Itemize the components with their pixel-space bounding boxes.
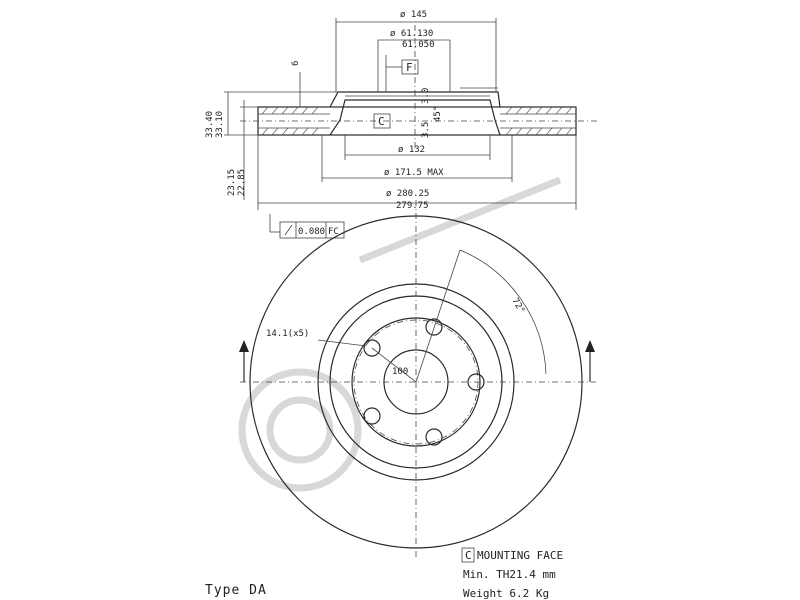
- runout-value: 0.080: [298, 227, 326, 237]
- pcd-label: 100: [392, 367, 409, 377]
- bolt-hole: [426, 429, 442, 445]
- notes-block: [205, 548, 563, 600]
- min-thickness-label: Min. TH21.4 mm: [463, 568, 556, 581]
- dim-thickness-max: 23.15: [227, 168, 237, 196]
- dim-disc-diameter-max: ø 280.25: [386, 189, 430, 199]
- runout-datum: FC: [328, 227, 339, 237]
- dim-hat-depth-a: 3.5: [421, 121, 431, 138]
- type-label: Type DA: [205, 583, 267, 598]
- datum-f: F: [406, 61, 413, 74]
- dim-bore-min: 61.050: [402, 40, 435, 50]
- side-view: [205, 10, 600, 238]
- front-view: [239, 200, 596, 560]
- runout-arrow-icon: [285, 225, 292, 235]
- dim-hat-angle: 45°: [433, 105, 443, 122]
- mounting-face-label: MOUNTING FACE: [477, 549, 564, 562]
- section-arrow-left-icon: [239, 340, 249, 382]
- section-arrow-right-icon: [585, 340, 595, 382]
- dim-vent-diameter: ø 171.5 MAX: [384, 168, 444, 178]
- dim-bore-max: ø 61.130: [390, 29, 434, 39]
- bolt-holes-label: 14.1(x5): [266, 329, 310, 339]
- dim-disc-diameter-min: 279.75: [396, 201, 429, 211]
- angle-label: 72°: [509, 296, 527, 316]
- datum-c: C: [378, 115, 385, 128]
- dim-thickness-min: 22.85: [237, 168, 247, 196]
- dim-hat-diameter: ø 145: [400, 10, 428, 20]
- dim-inner-diameter: ø 132: [398, 145, 426, 155]
- weight-label: Weight 6.2 Kg: [463, 587, 550, 600]
- dim-height-max: 33.40: [205, 110, 215, 138]
- bolt-hole: [364, 408, 380, 424]
- mounting-face-box: C: [465, 549, 472, 562]
- dim-height-min: 33.10: [215, 110, 225, 138]
- dim-hat-depth-b: 3.0: [421, 87, 431, 104]
- dim-flange-thickness: 6: [291, 60, 301, 66]
